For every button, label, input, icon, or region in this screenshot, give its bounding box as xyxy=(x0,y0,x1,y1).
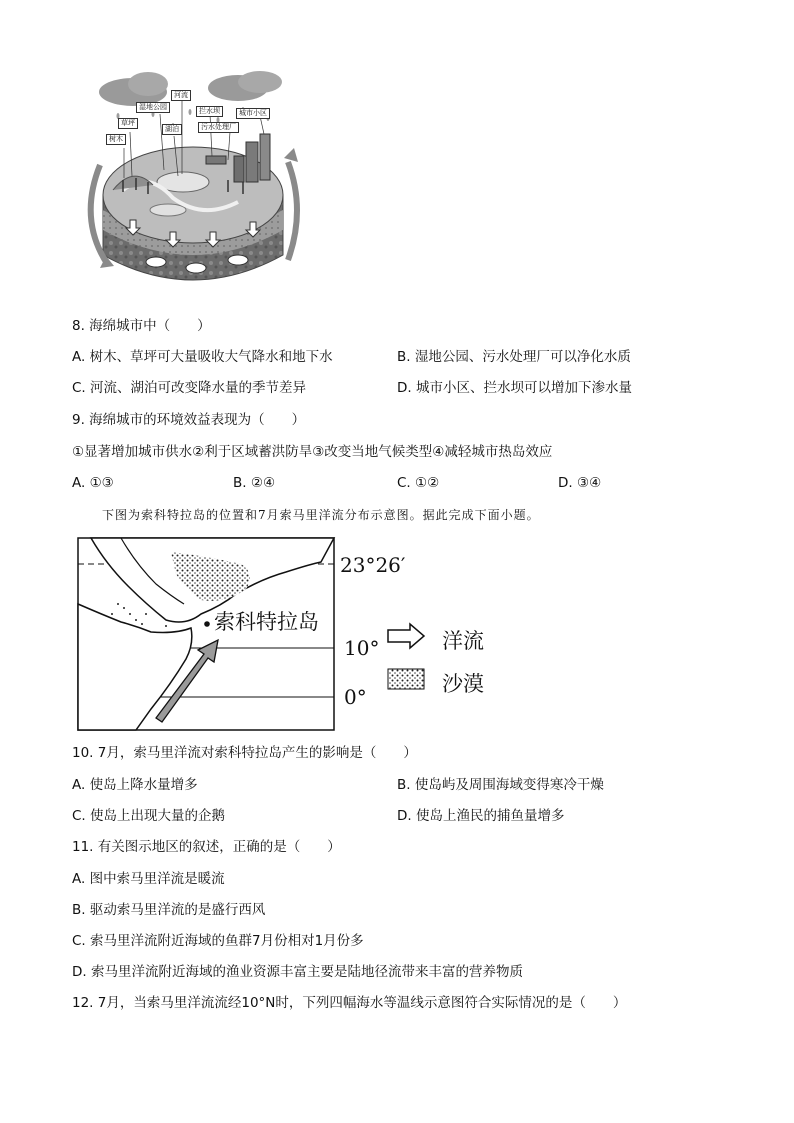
question-12-stem: 12. 7月，当索马里洋流流经10°N时，下列四幅海水等温线示意图符合实际情况的是（ ） xyxy=(72,995,627,1011)
question-11-option-d: D. 索马里洋流附近海域的渔业资源丰富主要是陆地径流带来丰富的营养物质 xyxy=(72,964,523,980)
question-9-option-d: D. ③④ xyxy=(558,475,602,491)
question-11-option-a: A. 图中索马里洋流是暖流 xyxy=(72,871,225,887)
question-9-stem: 9. 海绵城市的环境效益表现为（ ） xyxy=(72,412,306,428)
question-8-stem: 8. 海绵城市中（ ） xyxy=(72,318,211,334)
question-10-stem: 10. 7月，索马里洋流对索科特拉岛产生的影响是（ ） xyxy=(72,745,417,761)
legend-current-label: 洋流 xyxy=(442,629,484,653)
question-10-option-a: A. 使岛上降水量增多 xyxy=(72,777,198,793)
legend-desert-symbol xyxy=(388,669,424,689)
sponge-city-figure xyxy=(78,70,308,300)
question-10-option-d: D. 使岛上渔民的捕鱼量增多 xyxy=(397,808,565,824)
socotra-island-dot xyxy=(204,621,210,627)
question-8-option-c: C. 河流、湖泊可改变降水量的季节差异 xyxy=(72,380,307,396)
label-dam: 拦水坝 xyxy=(196,106,223,117)
socotra-map xyxy=(76,534,516,734)
question-10-option-c: C. 使岛上出现大量的企鹅 xyxy=(72,808,226,824)
label-wetland-park: 湿地公园 xyxy=(136,102,170,113)
tropic-label: 23°26′ xyxy=(340,553,406,577)
label-city-community: 城市小区 xyxy=(236,108,270,119)
question-9-option-a: A. ①③ xyxy=(72,475,114,491)
equator-label: 0° xyxy=(344,685,367,709)
label-lake: 湖泊 xyxy=(162,124,182,135)
question-9-option-c: C. ①② xyxy=(397,475,440,491)
question-8-option-b: B. 湿地公园、污水处理厂可以净化水质 xyxy=(397,349,631,365)
label-river: 河流 xyxy=(171,90,191,101)
question-11-stem: 11. 有关图示地区的叙述，正确的是（ ） xyxy=(72,839,341,855)
legend-desert-label: 沙漠 xyxy=(442,672,484,696)
question-11-option-c: C. 索马里洋流附近海域的鱼群7月份相对1月份多 xyxy=(72,933,364,949)
label-grassland: 草坪 xyxy=(118,118,138,129)
sponge-city-illustration xyxy=(78,70,308,300)
map-caption: 下图为索科特拉岛的位置和7月索马里洋流分布示意图。据此完成下面小题。 xyxy=(102,508,540,522)
question-10-option-b: B. 使岛屿及周围海域变得寒冷干燥 xyxy=(397,777,604,793)
label-trees: 树木 xyxy=(106,134,126,145)
question-8-option-d: D. 城市小区、拦水坝可以增加下渗水量 xyxy=(397,380,632,396)
label-sewage-plant: 污水处理厂 xyxy=(198,122,239,133)
question-9-option-b: B. ②④ xyxy=(233,475,276,491)
question-8-option-a: A. 树木、草坪可大量吸收大气降水和地下水 xyxy=(72,349,333,365)
question-9-items: ①显著增加城市供水②利于区域蓄洪防旱③改变当地气候类型④减轻城市热岛效应 xyxy=(72,444,553,460)
legend-current-symbol xyxy=(388,624,424,648)
lat-10-label: 10° xyxy=(344,636,380,660)
island-label: 索科特拉岛 xyxy=(214,610,319,634)
question-11-option-b: B. 驱动索马里洋流的是盛行西风 xyxy=(72,902,266,918)
